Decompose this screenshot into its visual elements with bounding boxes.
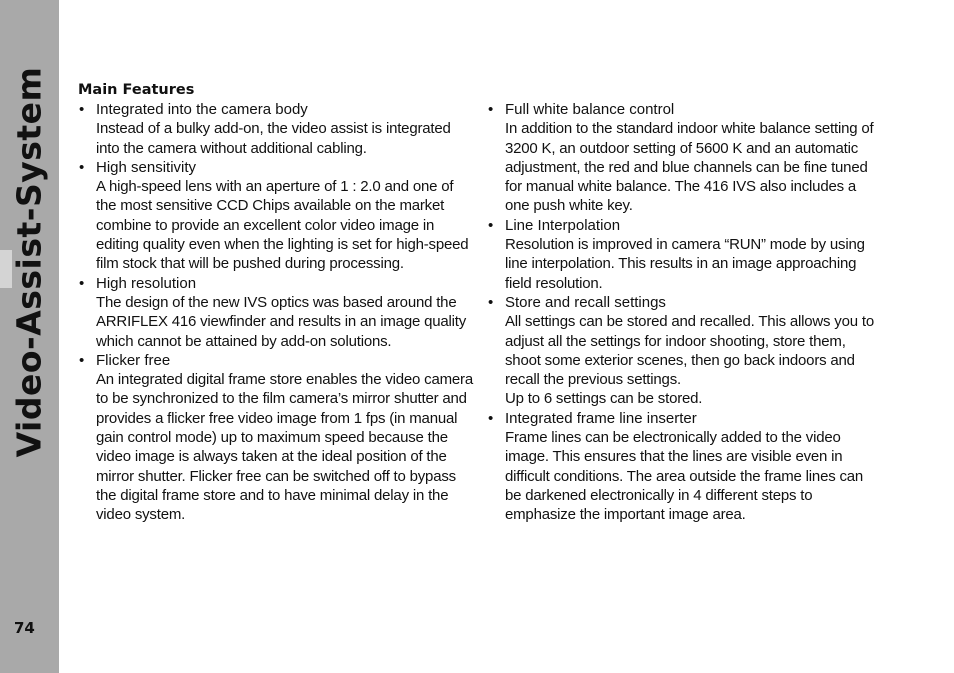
feature-title: Integrated frame line inserter: [505, 409, 697, 427]
feature-description: In addition to the standard indoor white balance setting of 3200 K, an outdoor setting of 5600 K and an automatic adjustment, the red and blue channels can be fine tuned for manual white balance. The 416 IVS also includes a one push white key.: [505, 120, 874, 215]
bullet-icon: •: [79, 101, 85, 118]
feature-title: High resolution: [96, 274, 197, 292]
feature-description: A high-speed lens with an aperture of 1 : 2.0 and one of the most sensitive CCD Chips available on the market combine to provide an excellent color video image in editing quality even when the lighting is set for high-speed film stock that will be pushed during processing.: [96, 178, 469, 273]
feature-description: An integrated digital frame store enables the video camera to be synchronized to the film camera’s mirror shutter and provides a flicker free video image from 1 fps (in manual gain control mode) up to maximum speed because the video image is always taken at the ideal position of the mirror shutter. Flicker free can be switched off to bypass the digital frame store and to have minimal delay in the video system.: [96, 371, 473, 524]
right-column: [487, 100, 883, 525]
feature-item-white-balance: [487, 100, 883, 216]
feature-item-integrated: [78, 100, 473, 158]
feature-item-flicker-free: [78, 351, 473, 525]
bullet-icon: •: [488, 409, 494, 427]
feature-item-line-interpolation: [487, 216, 883, 293]
feature-title: Line Interpolation: [505, 216, 621, 234]
feature-list-right: [487, 100, 883, 525]
bullet-icon: •: [488, 101, 494, 118]
feature-description: Frame lines can be electronically added to the video image. This ensures that the lines are visible even in difficult conditions. The area outside the frame lines can be darkened electronically in 4 different steps to emphasize the important image area.: [505, 429, 864, 524]
feature-description: The design of the new IVS optics was based around the ARRIFLEX 416 viewfinder and results in an image quality which cannot be attained by add-on solutions.: [96, 293, 467, 350]
left-column: [78, 80, 473, 525]
feature-description: Resolution is improved in camera “RUN” mode by using line interpolation. This results in an image approaching field resolution.: [505, 236, 865, 292]
feature-note: Up to 6 settings can be stored.: [505, 390, 703, 408]
feature-title: Full white balance control: [505, 101, 675, 118]
feature-item-frame-line-inserter: [487, 409, 883, 525]
sidebar: [0, 0, 59, 673]
bullet-icon: •: [488, 293, 494, 311]
feature-title: High sensitivity: [96, 158, 197, 176]
page-number: 74: [14, 619, 35, 637]
feature-item-store-recall: [487, 293, 883, 409]
bullet-icon: •: [488, 216, 494, 234]
feature-item-high-sensitivity: [78, 158, 473, 274]
bullet-icon: •: [79, 158, 85, 176]
feature-list-left: [78, 100, 473, 525]
feature-item-high-resolution: [78, 274, 473, 351]
main-features-heading: Main Features: [78, 82, 195, 98]
feature-title: Store and recall settings: [505, 293, 666, 311]
bullet-icon: •: [79, 351, 85, 369]
feature-description: Instead of a bulky add-on, the video assist is integrated into the camera without additional cabling.: [96, 120, 451, 157]
feature-description: All settings can be stored and recalled. This allows you to adjust all the settings for indoor shooting, store them, shoot some exterior scenes, then go back indoors and recall the previous settings.: [505, 313, 874, 389]
feature-title: Integrated into the camera body: [96, 101, 308, 118]
feature-title: Flicker free: [96, 351, 171, 369]
section-side-title: Video-Assist-System: [9, 66, 49, 458]
bullet-icon: •: [79, 274, 85, 292]
